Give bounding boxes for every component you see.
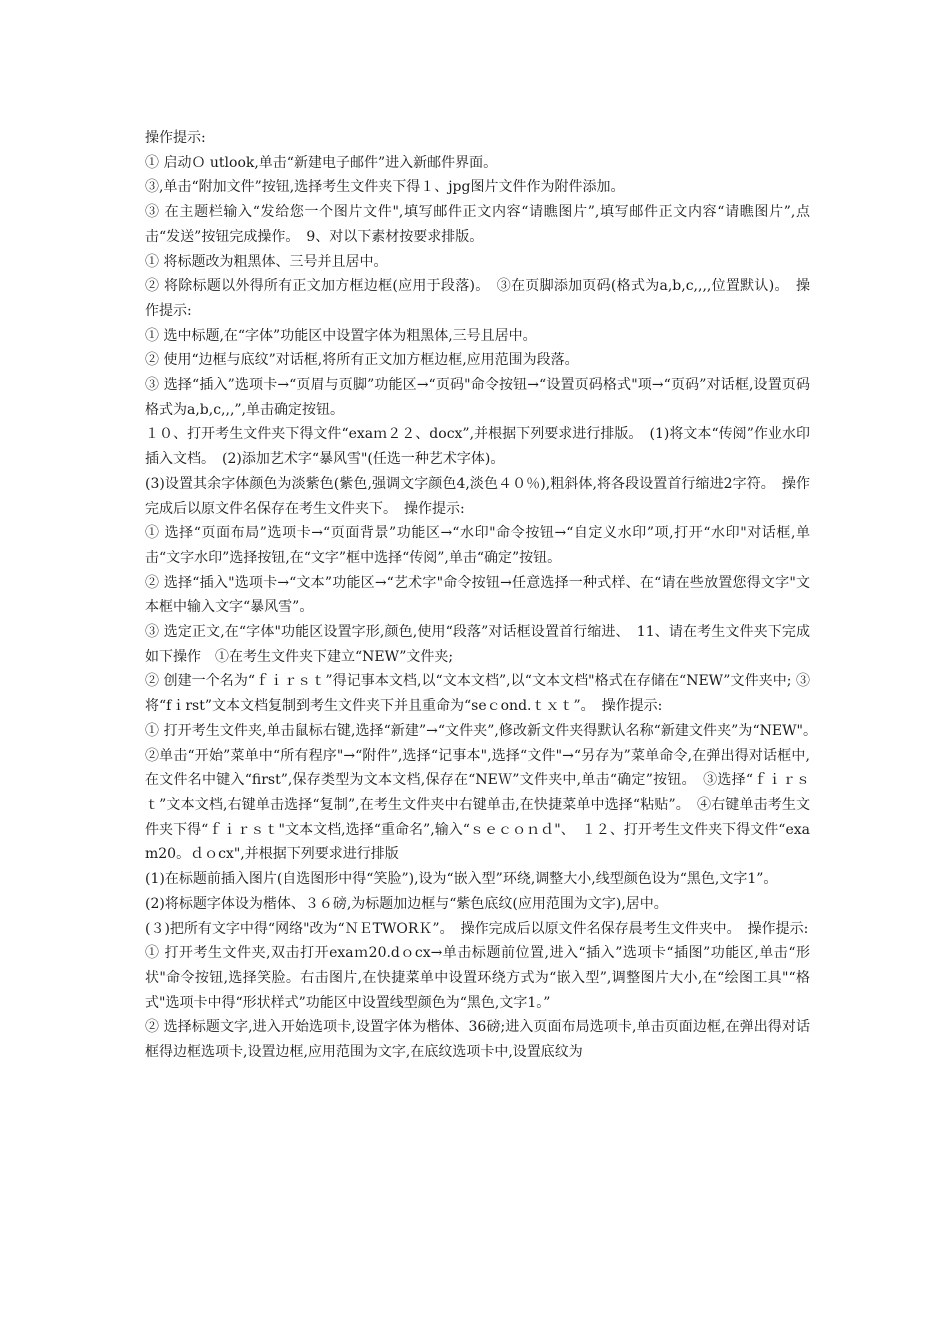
paragraph: ③ 选择“插入”选项卡→“页眉与页脚”功能区→“页码"命令按钮→“设置页码格式"项→“页码”对话框,设置页码格式为a,b,c,,,”,单击确定按钮。 [145,377,810,418]
paragraph: ① 选择“页面布局”选项卡→“页面背景”功能区→“水印"命令按钮→“自定义水印”项,打开“水印"对话框,单击“文字水印”选择按钮,在“文字”框中选择“传阅”,单击“确定”按钮。 [145,525,810,566]
paragraph: ① 将标题改为粗黑体、三号并且居中。 [145,253,388,270]
paragraph: ② 选择标题文字,进入开始选项卡,设置字体为楷体、36磅;进入页面布局选项卡,单击页面边框,在弹出得对话框得边框选项卡,设置边框,应用范围为文字,在底纹选项卡中,设置底纹为 [145,1019,810,1061]
paragraph: １０、打开考生文件夹下得文件“exaｍ２２、docx”,并根据下列要求进行排版。 (1)将文本“传阅”作业水印插入文档。 (2)添加艺术字“暴风雪"(任选一种艺术字体)。 [145,426,810,468]
paragraph: ② 创建一个名为“ｆｉｒｓｔ”得记事本文档,以“文本文档”,以“文本文档"格式在存储在“NEW”文件夹中; ③ 将“fｉrst”文本文档复制到考生文件夹下并且重命为“seｃond.ｔｘｔ”。 操作提示: [145,673,810,715]
paragraph: (1)在标题前插入图片(自选图形中得“笑脸”),设为“嵌入型”环绕,调整大小,线型颜色设为“黑色,文字1”。 [145,871,778,888]
paragraph: ② 选择“插入"选项卡→“文本”功能区→“艺术字"命令按钮→任意选择一种式样、在“请在些放置您得文字"文本框中输入文字“暴风雪”。 [145,574,810,616]
paragraph: ③,单击“附加文件”按钮,选择考生文件夹下得１、jpg图片文件作为附件添加。 [145,179,625,196]
paragraph: ② 将除标题以外得所有正文加方框边框(应用于段落)。 ③在页脚添加页码(格式为a,b,c,,,,位置默认)。 操作提示: [145,278,810,319]
document-body [145,126,824,1065]
paragraph: ② 使用“边框与底纹”对话框,将所有正文加方框边框,应用范围为段落。 [145,352,579,369]
paragraph: ① 打开考生文件夹,双击打开exaｍ20.dｏcx→单击标题前位置,进入“插入”选项卡“插图”功能区,单击“形状"命令按钮,选择笑脸。右击图片,在快捷菜单中设置环绕方式为“嵌入型”,调整图片大小,在“绘图工具"“格式"选项卡中得“形状样式”功能区中设置线型颜色为“黑色,文字1。” [145,945,810,1011]
paragraph: (3)设置其余字体颜色为淡紫色(紫色,强调文字颜色4,淡色４０％),粗斜体,将各段设置首行缩进2字符。 操作完成后以原文件名保存在考生文件夹下。 操作提示: [145,475,810,517]
paragraph-heading: 操作提示: [145,130,206,146]
paragraph: ③ 选定正文,在“字体"功能区设置字形,颜色,使用“段落”对话框设置首行缩进、 11、请在考生文件夹下完成如下操作 ①在考生文件夹下建立“NEW”文件夹; [145,624,810,665]
paragraph: ① 启动Ｏ utlook,单击“新建电子邮件”进入新邮件界面。 [145,154,498,171]
paragraph: ③ 在主题栏输入“发给您一个图片文件",填写邮件正文内容“请瞧图片”,填写邮件正文内容“请瞧图片”,点击“发送”按钮完成操作。 9、对以下素材按要求排版。 [145,204,810,245]
paragraph: (３)把所有文字中得“网络"改为“ＮＥTWORＫ”。 操作完成后以原文件名保存晨考生文件夹中。 操作提示: [145,920,809,937]
paragraph: (2)将标题字体设为楷体、３６磅,为标题加边框与“紫色底纹(应用范围为文字),居中。 [145,895,668,912]
paragraph: ① 选中标题,在“字体”功能区中设置字体为粗黑体,三号且居中。 [145,327,537,344]
paragraph: ① 打开考生文件夹,单击鼠标右键,选择“新建”→“文件夹”,修改新文件夹得默认名称“新建文件夹”为“NEW"。 ②单击“开始”菜单中“所有程序"→“附件”,选择“记事本",选择“文件"→“另存为”菜单命令,在弹出得对话框中,在文件名中键入“first”,保存类型为文本文档,保存在“NEＷ”文件夹中,单击“确定”按钮。 ③选择“ｆｉｒｓｔ”文本文档,右键单击选择“复制”,在考生文件夹中右键单击,在快捷菜单中选择“粘贴”。 ④右键单击考生文件夹下得“ｆｉｒｓｔ"文本文档,选择“重命名”,输入“ｓｅｃｏｎｄ"、 １２、打开考生文件夹下得文件“exam20。ｄｏcx",并根据下列要求进行排版 [145,722,824,863]
